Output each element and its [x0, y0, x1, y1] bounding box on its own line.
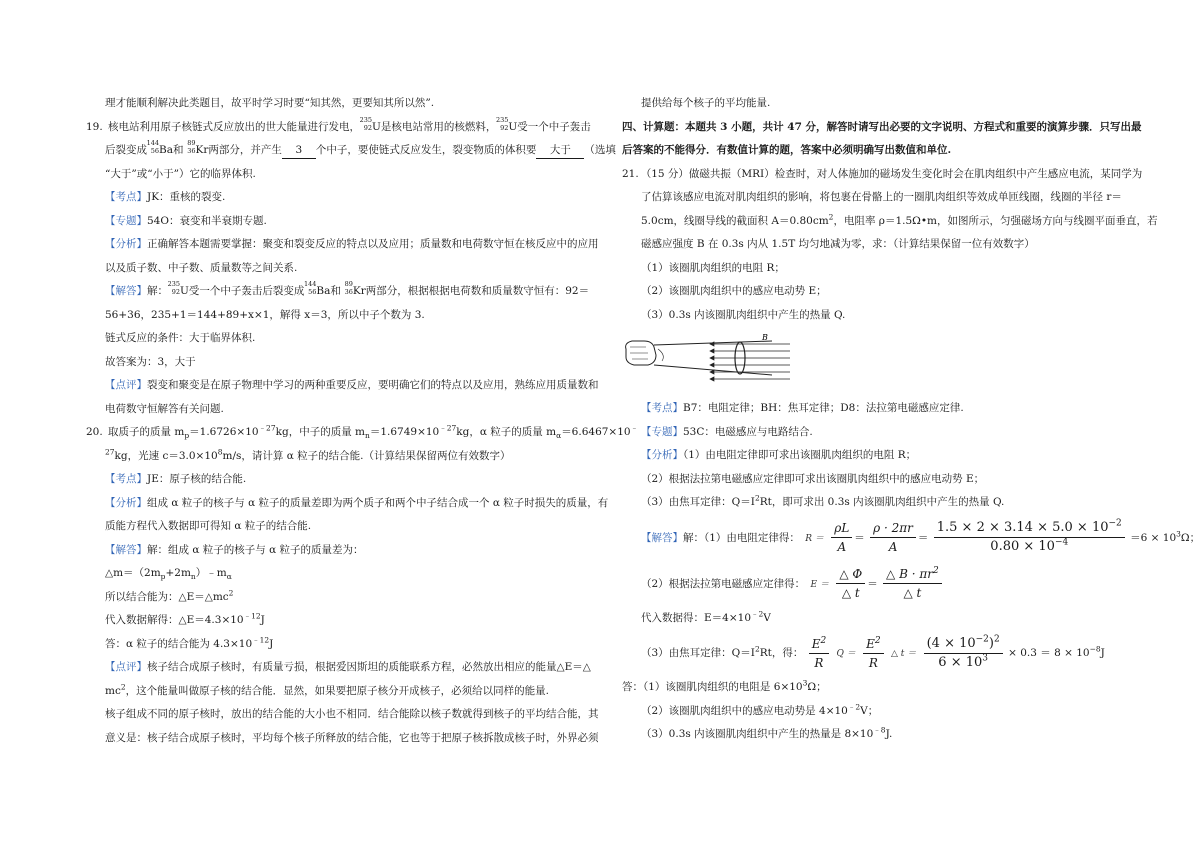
question-21-line-1: 21. （15 分）做磁共振（MRI）检查时，对人体施加的磁场发生变化时会在肌肉组织中产生感应电流，某同学为: [622, 167, 1143, 180]
field-label-b: B: [762, 333, 768, 342]
zhuanti-line: 【专题】54O：衰变和半衰期专题.: [105, 214, 267, 227]
kaodian-line: 【考点】JK：重核的裂变.: [105, 191, 226, 203]
dianping-tag: 【点评】: [105, 379, 147, 391]
question-21-line-3: 5.0cm，线圈导线的截面积 $A=0.80cm^2$，电阻率 ρ＝1.5Ω•m，如图所示，匀强磁场方向与线圈平面垂直，若: [641, 212, 1158, 227]
fenxi-tag: 【分析】: [641, 449, 683, 461]
question-21-line-4: 磁感应强度 B 在 0.3s 内从 1.5T 均匀地减为零，求：（计算结果保留一位有效数字）: [641, 238, 1035, 250]
question-21-line-2: 了估算该感应电流对肌肉组织的影响，将包裹在骨骼上的一圈肌肉组织等效成单匝线圈，线圈的半径 r＝: [641, 191, 1122, 203]
jieda-tag: 【解答】: [641, 531, 683, 544]
jieda-line: 【解答】解： 235 92 U受一个中子轰击后裂变成 144 56 Ba和 89 36 Kr两部分，根据根据电荷数和质量数守恒有：92＝: [105, 280, 590, 297]
dianping-line: 【点评】核子结合成原子核时，有质量亏损，根据爱因斯坦的质能联系方程，必然放出相应的能量△E＝△: [105, 661, 591, 673]
zhuanti-tag: 【专题】: [105, 214, 147, 227]
answer-line-1: 答：（1）该圈肌肉组织的电阻是 $6\times 10^3\Omega$；: [622, 678, 827, 693]
question-19-line-3: “大于”或“小于”）它的临界体积.: [105, 167, 256, 180]
text-line: 电荷数守恒解答有关问题.: [105, 402, 224, 415]
question-19-line-2: 后裂变成 144 56 Ba和 89 36 Kr两部分，并产生 3 个中子，要使链式反应发生，裂变物质的体积要 大于 （选填: [86, 139, 594, 163]
text-line: $mc^2$，这个能量叫做原子核的结合能．显然，如果要把原子核分开成核子，必须给以同样的能量.: [105, 682, 549, 697]
jieda-tag: 【解答】: [105, 285, 147, 297]
kaodian-tag: 【考点】: [641, 402, 683, 414]
emf-formula-line: （2）根据法拉第电磁感应定律得： E ＝ $\frac{\triangle \Phi}{\triangle t}$ ＝ $\frac{\triangle B \cdot \pi r^2}{\triangle t}$: [622, 561, 1132, 607]
data-line: 代入数据解得：$\triangle E=4.3\times 10^{﹣12}J$: [105, 611, 265, 626]
fenxi-tag: 【分析】: [105, 238, 147, 250]
dianping-tag: 【点评】: [105, 661, 147, 673]
answer-line-2: （2）该圈肌肉组织中的感应电动势是 $4\times 10^{﹣2}V$；: [641, 702, 879, 717]
text-line: 核子组成不同的原子核时，放出的结合能的大小也不相同．结合能除以核子数就得到核子的平均结合能，其: [105, 708, 599, 720]
isotope-kr89: 89 36: [187, 139, 196, 155]
text-line: 提供给每个核子的平均能量.: [641, 97, 771, 109]
sub-question-3: （3）0.3s 内该圈肌肉组织中产生的热量 Q.: [641, 308, 846, 321]
answer-line: 答：α 粒子的结合能为 $4.3\times 10^{﹣12}J$: [105, 635, 274, 650]
question-number: 20.: [86, 426, 103, 438]
sub-question-2: （2）该圈肌肉组织中的感应电动势 E；: [641, 285, 827, 297]
fenxi-tag: 【分析】: [105, 496, 147, 509]
question-20-line-2: $^{27}$kg，光速 $c=3.0\times 10^8m/s$，请计算 α 粒子的结合能.（计算结果保留两位有效数字）: [105, 447, 511, 462]
text-line: 56+36，235+1＝144+89+x×1，解得 x＝3，所以中子个数为 3.: [105, 308, 425, 321]
isotope-u235: 235 92: [359, 115, 373, 132]
jieda-line: 【解答】解：组成 α 粒子的核子与 α 粒子的质量差为：: [105, 543, 364, 556]
section-heading-cont: 后答案的不能得分．有数值计算的题，答案中必须明确写出数值和单位.: [622, 144, 952, 156]
text-line: （2）根据法拉第电磁感应定律即可求出该圈肌肉组织中的感应电动势 E；: [641, 472, 985, 485]
question-number: 21.: [622, 167, 639, 180]
heat-formula-line: （3）由焦耳定律：$Q=I^2Rt$，得： $\frac{E^2}{R}$ Q ＝ $\frac{E^2}{R}$ △ t ＝ $\frac{(4 \times 10^{-2})^2}{6 \times 10^3}$ × $0.3 = 8 \times 10^{-8}J$: [641, 634, 1105, 670]
fenxi-line: 【分析】组成 α 粒子的核子与 α 粒子的质量差即为两个质子和两个中子结合成一个 α 粒子时损失的质量，有: [105, 496, 609, 509]
text-line: （3）由焦耳定律：$Q=I^2Rt$，即可求出 0.3s 内该圈肌肉组织中产生的热量 Q.: [641, 493, 1005, 508]
right-column: [622, 92, 1200, 747]
question-number: 19.: [86, 120, 103, 133]
binding-energy-line: 所以结合能为：$\triangle E=\triangle mc^2$: [105, 588, 234, 603]
isotope-u235: 235 92: [495, 115, 509, 132]
answer-line-3: （3）0.3s 内该圈肌肉组织中产生的热量是 $8\times 10^{﹣8}J$.: [641, 725, 893, 740]
text-line: 理才能顺利解决此类题目，故平时学习时要“知其然，更要知其所以然”.: [105, 97, 435, 109]
kaodian-tag: 【考点】: [105, 191, 147, 203]
section-heading: 四、计算题：本题共 3 小题，共计 47 分，解答时请写出必要的文字说明、方程式和重要的演算步骤．只写出最: [622, 120, 1142, 133]
question-20-line-1: 20. 取质子的质量 $m_p=1.6726\times 10^{﹣27}kg$，中子的质量 $m_n=1.6749\times 10^{﹣27}kg$，α 粒子的质量 $m_\alpha=6.6467\times 10^﹣$: [86, 423, 639, 441]
dianping-line: 【点评】裂变和聚变是在原子物理中学习的两种重要反应，要明确它们的特点以及应用，熟练应用质量数和: [105, 379, 599, 391]
mass-defect-line: $\triangle m=(2m_p+2m_n)﹣m_\alpha$: [105, 567, 232, 582]
text-line: 故答案为：3，大于: [105, 355, 196, 368]
isotope-ba144: 144 56: [146, 139, 159, 155]
question-19-line-1: 19. 核电站利用原子核链式反应放出的世大能量进行发电， 235 92 U是核电站常用的核燃料， 235 92 U受一个中子轰击: [86, 115, 591, 133]
text-line: 以及质子数、中子数、质量数等之间关系.: [105, 261, 298, 274]
jieda-tag: 【解答】: [105, 543, 147, 556]
kaodian-line: 【考点】B7：电阻定律；BH：焦耳定律；D8：法拉第电磁感应定律.: [641, 402, 964, 414]
text-line: 质能方程代入数据即可得知 α 粒子的结合能.: [105, 520, 312, 532]
text-line: 意义是：核子结合成原子核时，平均每个核子所释放的结合能，它也等于把原子核拆散成核子时，外界必须: [105, 731, 599, 744]
fenxi-line: 【分析】正确解答本题需要掌握：聚变和裂变反应的特点以及应用；质量数和电荷数守恒在核反应中的应用: [105, 238, 599, 250]
arm-illustration: [622, 331, 792, 395]
kaodian-line: 【考点】JE：原子核的结合能.: [105, 473, 247, 485]
sub-question-1: （1）该圈肌肉组织的电阻 R；: [641, 261, 785, 274]
zhuanti-line: 【专题】53C：电磁感应与电路结合.: [641, 425, 813, 438]
arm-magnetic-field-figure: [622, 327, 1132, 397]
resistance-formula-line: 【解答】解：（1）由电阻定律得： R ＝ $\frac{\rho L}{A}$ ＝ $\frac{\rho \cdot 2\pi r}{A}$ ＝ $\frac{1.5 \times 2 \times 3.14 \times 5.0 \times 10^{-2}}{0.80 \times 10^{-4}}$ $=6 \times 10^3\Omega$；: [641, 518, 1200, 554]
zhuanti-tag: 【专题】: [641, 425, 683, 438]
emf-data-line: 代入数据得：$E=4\times 10^{﹣2}V$: [641, 609, 771, 624]
answer-blank-2: 大于: [536, 143, 584, 159]
text-line: 链式反应的条件：大于临界体积.: [105, 332, 256, 344]
fenxi-line: 【分析】（1）由电阻定律即可求出该圈肌肉组织的电阻 R；: [641, 449, 917, 461]
answer-blank-1: 3: [282, 143, 316, 159]
kaodian-tag: 【考点】: [105, 473, 147, 485]
